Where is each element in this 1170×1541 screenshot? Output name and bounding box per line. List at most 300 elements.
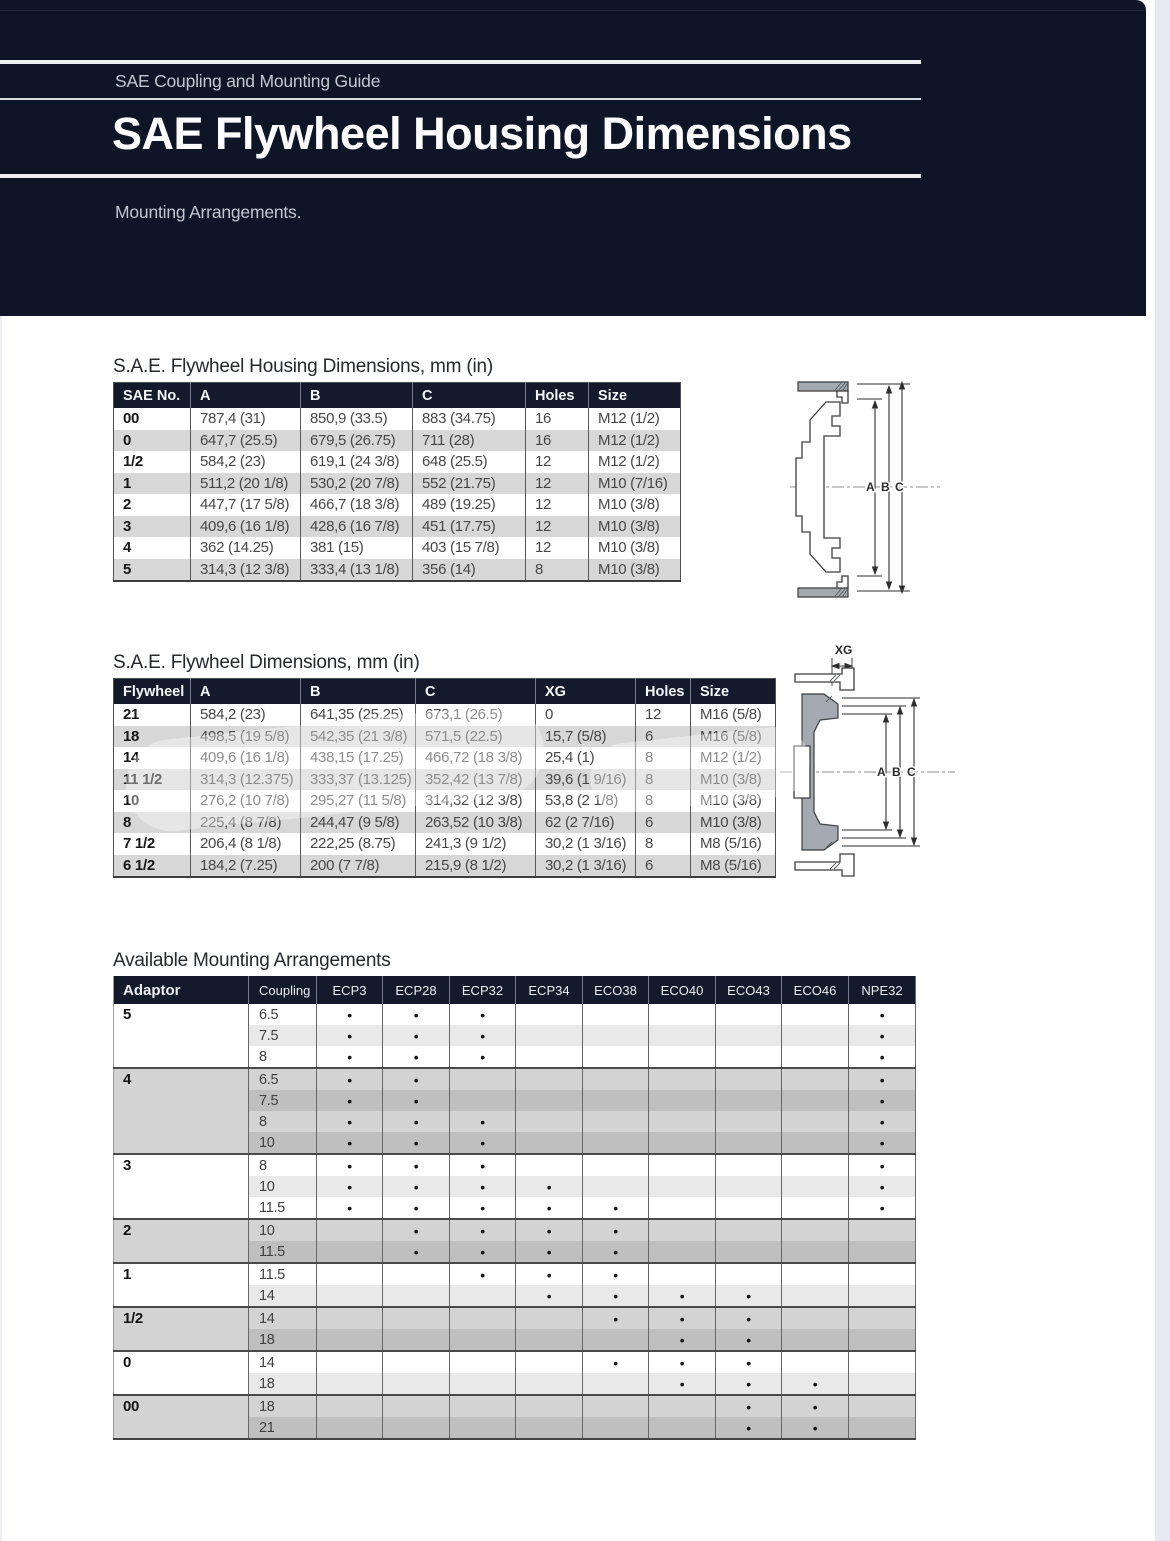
value-cell: M12 (1/2) bbox=[589, 430, 681, 452]
empty-cell bbox=[516, 1090, 583, 1111]
value-cell: 8 bbox=[636, 833, 691, 855]
empty-cell bbox=[583, 1154, 649, 1176]
availability-dot-cell: • bbox=[849, 1154, 916, 1176]
value-cell: M12 (1/2) bbox=[589, 408, 681, 430]
value-cell: 62 (2 7/16) bbox=[536, 812, 636, 834]
value-cell: 787,4 (31) bbox=[191, 408, 301, 430]
value-cell: 679,5 (26.75) bbox=[301, 430, 413, 452]
housing-table-body bbox=[114, 408, 681, 581]
empty-cell bbox=[782, 1132, 849, 1154]
empty-cell bbox=[849, 1219, 916, 1241]
availability-dot-cell: • bbox=[383, 1004, 450, 1025]
row-key-cell: 1 bbox=[114, 473, 191, 495]
mounting-table-header bbox=[114, 976, 916, 1004]
empty-cell bbox=[649, 1004, 716, 1025]
empty-cell bbox=[583, 1090, 649, 1111]
empty-cell bbox=[516, 1111, 583, 1132]
availability-dot-cell: • bbox=[516, 1197, 583, 1219]
flywheel-table-header bbox=[114, 679, 776, 705]
value-cell: 438,15 (17.25) bbox=[301, 747, 416, 769]
empty-cell bbox=[450, 1395, 516, 1417]
table-row bbox=[114, 537, 681, 559]
col-flywheel: Flywheel bbox=[114, 679, 191, 705]
empty-cell bbox=[782, 1111, 849, 1132]
col-sae-no: SAE No. bbox=[114, 383, 191, 409]
availability-dot-cell: • bbox=[450, 1154, 516, 1176]
coupling-cell: 11.5 bbox=[249, 1241, 317, 1263]
value-cell: M10 (3/8) bbox=[589, 537, 681, 559]
value-cell: 428,6 (16 7/8) bbox=[301, 516, 413, 538]
empty-cell bbox=[317, 1263, 383, 1285]
empty-cell bbox=[849, 1351, 916, 1373]
flywheel-hub bbox=[794, 746, 810, 798]
matrix-row bbox=[114, 1004, 916, 1025]
col-eco40: ECO40 bbox=[649, 976, 716, 1004]
availability-dot-cell: • bbox=[716, 1417, 782, 1439]
col-eco46: ECO46 bbox=[782, 976, 849, 1004]
empty-cell bbox=[716, 1046, 782, 1068]
availability-dot-cell: • bbox=[317, 1176, 383, 1197]
empty-cell bbox=[583, 1417, 649, 1439]
col-adaptor: Adaptor bbox=[114, 976, 249, 1004]
empty-cell bbox=[317, 1395, 383, 1417]
empty-cell bbox=[450, 1285, 516, 1307]
top-crank-flange bbox=[795, 668, 854, 690]
value-cell: M12 (1/2) bbox=[691, 747, 776, 769]
availability-dot-cell: • bbox=[649, 1285, 716, 1307]
value-cell: M8 (5/16) bbox=[691, 833, 776, 855]
empty-cell bbox=[782, 1351, 849, 1373]
bottom-flange bbox=[798, 576, 848, 597]
col-size: Size bbox=[691, 679, 776, 705]
value-cell: 451 (17.75) bbox=[413, 516, 526, 538]
value-cell: 356 (14) bbox=[413, 559, 526, 582]
availability-dot-cell: • bbox=[450, 1219, 516, 1241]
col-xg: XG bbox=[536, 679, 636, 705]
table-row bbox=[114, 855, 776, 878]
empty-cell bbox=[383, 1395, 450, 1417]
row-key-cell: 2 bbox=[123, 496, 132, 514]
availability-dot-cell: • bbox=[782, 1417, 849, 1439]
availability-dot-cell: • bbox=[317, 1197, 383, 1219]
empty-cell bbox=[649, 1263, 716, 1285]
value-cell: 6 bbox=[636, 855, 691, 878]
coupling-cell: 6.5 bbox=[249, 1068, 317, 1090]
empty-cell bbox=[516, 1351, 583, 1373]
value-cell: 8 bbox=[636, 769, 691, 791]
matrix-row bbox=[114, 1154, 916, 1176]
empty-cell bbox=[649, 1395, 716, 1417]
flywheel-dimensions-table bbox=[113, 678, 776, 878]
matrix-row bbox=[114, 1351, 916, 1373]
availability-dot-cell: • bbox=[849, 1046, 916, 1068]
availability-dot-cell: • bbox=[383, 1197, 450, 1219]
availability-dot-cell: • bbox=[450, 1004, 516, 1025]
empty-cell bbox=[583, 1004, 649, 1025]
value-cell: 200 (7 7/8) bbox=[301, 855, 416, 878]
empty-cell bbox=[782, 1025, 849, 1046]
value-cell: M10 (3/8) bbox=[589, 516, 681, 538]
adaptor-cell: 1 bbox=[114, 1263, 249, 1307]
col-c: C bbox=[416, 679, 536, 705]
empty-cell bbox=[583, 1395, 649, 1417]
value-cell: 362 (14.25) bbox=[191, 537, 301, 559]
availability-dot-cell: • bbox=[383, 1241, 450, 1263]
empty-cell bbox=[716, 1090, 782, 1111]
empty-cell bbox=[716, 1132, 782, 1154]
empty-cell bbox=[450, 1351, 516, 1373]
availability-dot-cell: • bbox=[649, 1307, 716, 1329]
matrix-row bbox=[114, 1307, 916, 1329]
empty-cell bbox=[716, 1154, 782, 1176]
availability-dot-cell: • bbox=[383, 1219, 450, 1241]
empty-cell bbox=[716, 1025, 782, 1046]
coupling-cell: 7.5 bbox=[249, 1090, 317, 1111]
empty-cell bbox=[516, 1025, 583, 1046]
header-row bbox=[114, 679, 776, 705]
empty-cell bbox=[450, 1373, 516, 1395]
coupling-cell: 10 bbox=[249, 1219, 317, 1241]
dim-label-a: A bbox=[877, 765, 886, 779]
empty-cell bbox=[383, 1263, 450, 1285]
availability-dot-cell: • bbox=[383, 1111, 450, 1132]
row-key-cell: 14 bbox=[123, 749, 140, 767]
table-row bbox=[114, 473, 681, 495]
empty-cell bbox=[450, 1417, 516, 1439]
row-key-cell: 1/2 bbox=[123, 453, 143, 471]
empty-cell bbox=[450, 1307, 516, 1329]
col-npe32: NPE32 bbox=[849, 976, 916, 1004]
empty-cell bbox=[450, 1329, 516, 1351]
empty-cell bbox=[649, 1090, 716, 1111]
value-cell: 8 bbox=[636, 747, 691, 769]
value-cell: 466,7 (18 3/8) bbox=[301, 494, 413, 516]
empty-cell bbox=[782, 1197, 849, 1219]
empty-cell bbox=[782, 1068, 849, 1090]
empty-cell bbox=[516, 1046, 583, 1068]
empty-cell bbox=[649, 1176, 716, 1197]
availability-dot-cell: • bbox=[716, 1395, 782, 1417]
value-cell: 12 bbox=[526, 494, 589, 516]
availability-dot-cell: • bbox=[716, 1329, 782, 1351]
empty-cell bbox=[516, 1329, 583, 1351]
col-c: C bbox=[413, 383, 526, 409]
value-cell: 263,52 (10 3/8) bbox=[416, 812, 536, 834]
availability-dot-cell: • bbox=[849, 1090, 916, 1111]
header-row bbox=[114, 383, 681, 409]
document-header bbox=[0, 0, 1146, 316]
row-key-cell: 3 bbox=[114, 516, 191, 538]
empty-cell bbox=[317, 1285, 383, 1307]
header-rule-1 bbox=[0, 60, 921, 64]
empty-cell bbox=[782, 1263, 849, 1285]
row-key-cell: 6 1/2 bbox=[114, 855, 191, 878]
value-cell: 530,2 (20 7/8) bbox=[301, 473, 413, 495]
value-cell: 12 bbox=[526, 451, 589, 473]
empty-cell bbox=[716, 1219, 782, 1241]
value-cell: 25,4 (1) bbox=[536, 747, 636, 769]
empty-cell bbox=[649, 1025, 716, 1046]
value-cell: M16 (5/8) bbox=[691, 726, 776, 748]
availability-dot-cell: • bbox=[450, 1132, 516, 1154]
availability-dot-cell: • bbox=[317, 1068, 383, 1090]
matrix-row bbox=[114, 1219, 916, 1241]
value-cell: 8 bbox=[636, 790, 691, 812]
coupling-cell: 6.5 bbox=[249, 1004, 317, 1025]
empty-cell bbox=[849, 1395, 916, 1417]
table-row bbox=[114, 790, 776, 812]
availability-dot-cell: • bbox=[583, 1307, 649, 1329]
empty-cell bbox=[516, 1417, 583, 1439]
table-row bbox=[114, 704, 776, 726]
row-key-cell: 8 bbox=[114, 812, 191, 834]
availability-dot-cell: • bbox=[649, 1351, 716, 1373]
table-row bbox=[114, 408, 681, 430]
col-b: B bbox=[301, 679, 416, 705]
value-cell: 39,6 (1 9/16) bbox=[536, 769, 636, 791]
availability-dot-cell: • bbox=[317, 1132, 383, 1154]
value-cell: 225,4 (8 7/8) bbox=[191, 812, 301, 834]
availability-dot-cell: • bbox=[516, 1263, 583, 1285]
empty-cell bbox=[716, 1263, 782, 1285]
value-cell: 276,2 (10 7/8) bbox=[191, 790, 301, 812]
value-cell: 409,6 (16 1/8) bbox=[191, 516, 301, 538]
mounting-arrangements-table bbox=[113, 976, 916, 1440]
availability-dot-cell: • bbox=[383, 1025, 450, 1046]
housing-table-header bbox=[114, 383, 681, 409]
value-cell: 30,2 (1 3/16) bbox=[536, 833, 636, 855]
coupling-cell: 8 bbox=[249, 1154, 317, 1176]
adaptor-cell: 5 bbox=[114, 1004, 249, 1068]
row-key-cell: 5 bbox=[114, 559, 191, 582]
empty-cell bbox=[849, 1307, 916, 1329]
table-row bbox=[114, 451, 681, 473]
value-cell: 447,7 (17 5/8) bbox=[191, 494, 301, 516]
availability-dot-cell: • bbox=[317, 1090, 383, 1111]
empty-cell bbox=[317, 1219, 383, 1241]
dim-label-b: B bbox=[881, 480, 890, 494]
housing-table-title: S.A.E. Flywheel Housing Dimensions, mm (in) bbox=[113, 356, 493, 377]
value-cell: 333,4 (13 1/8) bbox=[301, 559, 413, 582]
empty-cell bbox=[516, 1373, 583, 1395]
empty-cell bbox=[383, 1373, 450, 1395]
empty-cell bbox=[782, 1176, 849, 1197]
value-cell: 12 bbox=[526, 516, 589, 538]
empty-cell bbox=[782, 1329, 849, 1351]
coupling-cell: 14 bbox=[249, 1351, 317, 1373]
value-cell: 215,9 (8 1/2) bbox=[416, 855, 536, 878]
row-key-cell: 21 bbox=[123, 706, 140, 724]
matrix-row bbox=[114, 1068, 916, 1090]
value-cell: M10 (3/8) bbox=[691, 812, 776, 834]
value-cell: 711 (28) bbox=[413, 430, 526, 452]
availability-dot-cell: • bbox=[317, 1154, 383, 1176]
value-cell: 511,2 (20 1/8) bbox=[191, 473, 301, 495]
row-key-cell: 11 1/2 bbox=[114, 769, 191, 791]
value-cell: 16 bbox=[526, 408, 589, 430]
value-cell: 314,32 (12 3/8) bbox=[416, 790, 536, 812]
empty-cell bbox=[583, 1329, 649, 1351]
value-cell: 241,3 (9 1/2) bbox=[416, 833, 536, 855]
mounting-table-title: Available Mounting Arrangements bbox=[113, 950, 391, 971]
value-cell: 584,2 (23) bbox=[191, 451, 301, 473]
col-eco43: ECO43 bbox=[716, 976, 782, 1004]
matrix-row bbox=[114, 1395, 916, 1417]
empty-cell bbox=[383, 1285, 450, 1307]
coupling-cell: 11.5 bbox=[249, 1263, 317, 1285]
header-rule-2 bbox=[0, 98, 921, 100]
coupling-cell: 21 bbox=[249, 1417, 317, 1439]
empty-cell bbox=[782, 1004, 849, 1025]
empty-cell bbox=[649, 1417, 716, 1439]
value-cell: 352,42 (13 7/8) bbox=[416, 769, 536, 791]
availability-dot-cell: • bbox=[716, 1285, 782, 1307]
empty-cell bbox=[716, 1241, 782, 1263]
value-cell: 314,3 (12 3/8) bbox=[191, 559, 301, 582]
empty-cell bbox=[849, 1373, 916, 1395]
empty-cell bbox=[716, 1068, 782, 1090]
col-b: B bbox=[301, 383, 413, 409]
coupling-cell: 8 bbox=[249, 1111, 317, 1132]
top-flange bbox=[798, 382, 848, 403]
availability-dot-cell: • bbox=[516, 1176, 583, 1197]
dim-label-a: A bbox=[866, 480, 875, 494]
empty-cell bbox=[849, 1241, 916, 1263]
row-key-cell: 0 bbox=[114, 430, 191, 452]
value-cell: M12 (1/2) bbox=[589, 451, 681, 473]
value-cell: M10 (3/8) bbox=[589, 494, 681, 516]
value-cell: 673,1 (26.5) bbox=[416, 704, 536, 726]
availability-dot-cell: • bbox=[583, 1219, 649, 1241]
empty-cell bbox=[782, 1090, 849, 1111]
col-ecp3: ECP3 bbox=[317, 976, 383, 1004]
empty-cell bbox=[649, 1241, 716, 1263]
empty-cell bbox=[317, 1373, 383, 1395]
empty-cell bbox=[583, 1132, 649, 1154]
value-cell: 466,72 (18 3/8) bbox=[416, 747, 536, 769]
row-key-cell: 4 bbox=[123, 539, 132, 557]
empty-cell bbox=[317, 1329, 383, 1351]
availability-dot-cell: • bbox=[583, 1241, 649, 1263]
coupling-cell: 8 bbox=[249, 1046, 317, 1068]
value-cell: 12 bbox=[526, 537, 589, 559]
adaptor-cell: 4 bbox=[114, 1068, 249, 1154]
housing-dimensions-table bbox=[113, 382, 681, 582]
value-cell: 619,1 (24 3/8) bbox=[301, 451, 413, 473]
empty-cell bbox=[782, 1154, 849, 1176]
value-cell: 489 (19.25) bbox=[413, 494, 526, 516]
value-cell: 571,5 (22.5) bbox=[416, 726, 536, 748]
availability-dot-cell: • bbox=[782, 1373, 849, 1395]
value-cell: 381 (15) bbox=[301, 537, 413, 559]
availability-dot-cell: • bbox=[450, 1263, 516, 1285]
table-row bbox=[114, 833, 776, 855]
empty-cell bbox=[583, 1176, 649, 1197]
availability-dot-cell: • bbox=[516, 1285, 583, 1307]
value-cell: 30,2 (1 3/16) bbox=[536, 855, 636, 878]
empty-cell bbox=[383, 1329, 450, 1351]
table-row bbox=[114, 430, 681, 452]
availability-dot-cell: • bbox=[383, 1046, 450, 1068]
value-cell: 244,47 (9 5/8) bbox=[301, 812, 416, 834]
value-cell: 850,9 (33.5) bbox=[301, 408, 413, 430]
availability-dot-cell: • bbox=[450, 1176, 516, 1197]
empty-cell bbox=[716, 1197, 782, 1219]
availability-dot-cell: • bbox=[716, 1351, 782, 1373]
value-cell: 314,3 (12.375) bbox=[191, 769, 301, 791]
empty-cell bbox=[383, 1417, 450, 1439]
value-cell: 647,7 (25.5) bbox=[191, 430, 301, 452]
empty-cell bbox=[782, 1241, 849, 1263]
value-cell: 295,27 (11 5/8) bbox=[301, 790, 416, 812]
value-cell: 53,8 (2 1/8) bbox=[536, 790, 636, 812]
mounting-table-body bbox=[114, 1004, 916, 1439]
empty-cell bbox=[649, 1111, 716, 1132]
empty-cell bbox=[450, 1068, 516, 1090]
empty-cell bbox=[649, 1154, 716, 1176]
coupling-cell: 14 bbox=[249, 1285, 317, 1307]
col-ecp28: ECP28 bbox=[383, 976, 450, 1004]
empty-cell bbox=[649, 1197, 716, 1219]
row-key-cell: 00 bbox=[123, 410, 140, 428]
coupling-cell: 14 bbox=[249, 1307, 317, 1329]
value-cell: 409,6 (16 1/8) bbox=[191, 747, 301, 769]
dim-label-c: C bbox=[907, 765, 916, 779]
availability-dot-cell: • bbox=[849, 1068, 916, 1090]
empty-cell bbox=[782, 1046, 849, 1068]
empty-cell bbox=[782, 1219, 849, 1241]
value-cell: 184,2 (7.25) bbox=[191, 855, 301, 878]
value-cell: M16 (5/8) bbox=[691, 704, 776, 726]
col-ecp32: ECP32 bbox=[450, 976, 516, 1004]
value-cell: 6 bbox=[636, 726, 691, 748]
empty-cell bbox=[583, 1373, 649, 1395]
availability-dot-cell: • bbox=[716, 1373, 782, 1395]
availability-dot-cell: • bbox=[450, 1197, 516, 1219]
coupling-cell: 10 bbox=[249, 1176, 317, 1197]
empty-cell bbox=[649, 1068, 716, 1090]
adaptor-cell: 00 bbox=[114, 1395, 249, 1439]
value-cell: 16 bbox=[526, 430, 589, 452]
value-cell: 6 bbox=[636, 812, 691, 834]
empty-cell bbox=[716, 1176, 782, 1197]
flywheel-cross-section-diagram bbox=[780, 642, 1140, 897]
dim-label-c: C bbox=[895, 480, 904, 494]
availability-dot-cell: • bbox=[849, 1025, 916, 1046]
availability-dot-cell: • bbox=[583, 1351, 649, 1373]
empty-cell bbox=[383, 1307, 450, 1329]
value-cell: 12 bbox=[526, 473, 589, 495]
empty-cell bbox=[317, 1417, 383, 1439]
table-row bbox=[114, 494, 681, 516]
page-scan-edge bbox=[1155, 0, 1170, 1541]
availability-dot-cell: • bbox=[849, 1176, 916, 1197]
availability-dot-cell: • bbox=[583, 1285, 649, 1307]
row-key-cell: 10 bbox=[123, 792, 140, 810]
table-row bbox=[114, 726, 776, 748]
dim-label-b: B bbox=[892, 765, 901, 779]
table-row bbox=[114, 559, 681, 582]
availability-dot-cell: • bbox=[450, 1241, 516, 1263]
value-cell: 883 (34.75) bbox=[413, 408, 526, 430]
value-cell: 333,37 (13.125) bbox=[301, 769, 416, 791]
row-key-cell: 7 1/2 bbox=[123, 835, 155, 853]
row-key-cell: 18 bbox=[114, 726, 191, 748]
empty-cell bbox=[649, 1219, 716, 1241]
value-cell: 648 (25.5) bbox=[413, 451, 526, 473]
table-row bbox=[114, 516, 681, 538]
value-cell: 552 (21.75) bbox=[413, 473, 526, 495]
